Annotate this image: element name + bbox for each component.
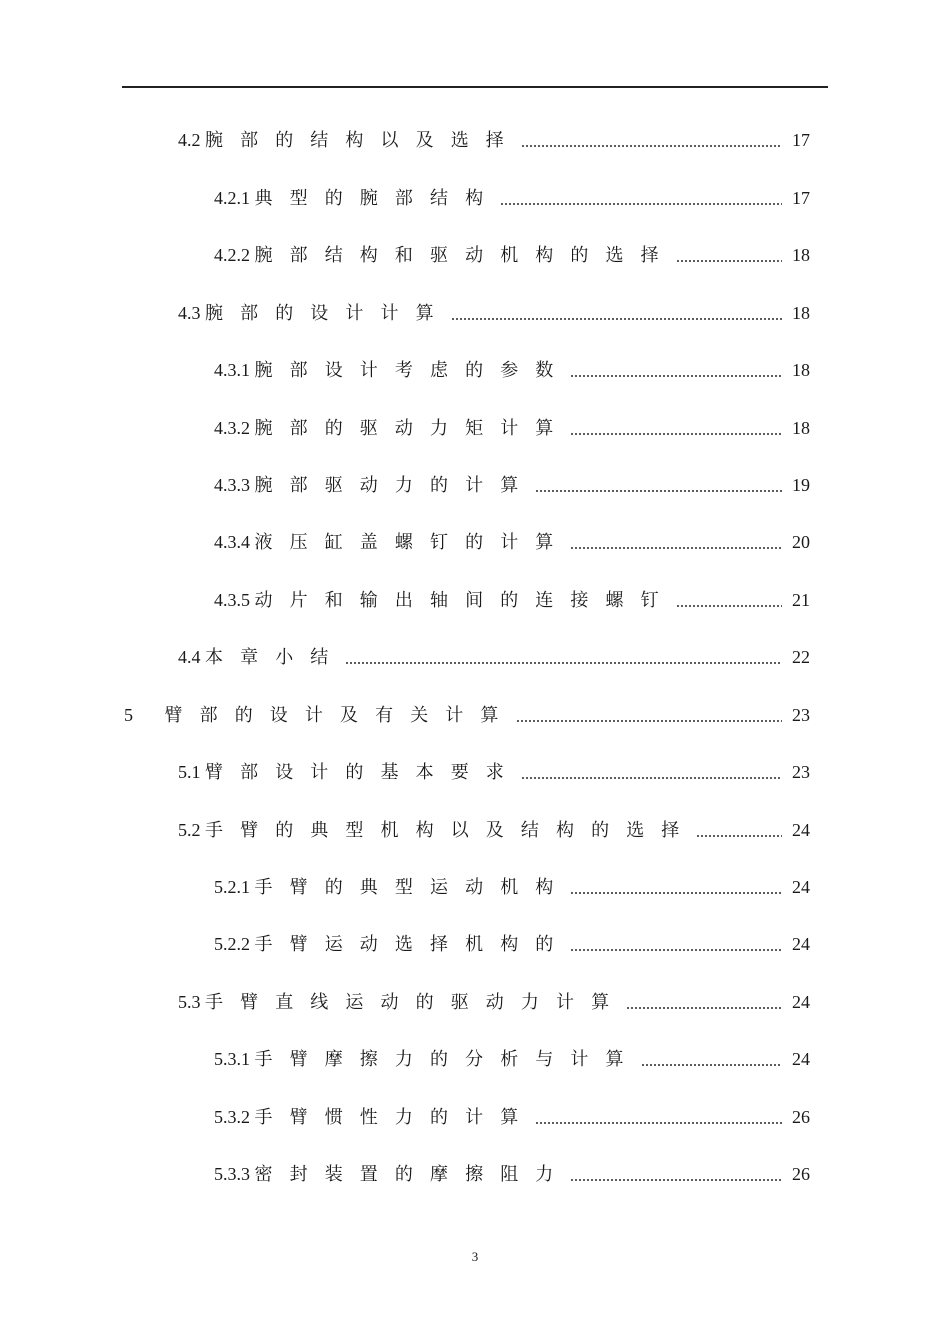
section-number: 4.3.3: [214, 475, 250, 495]
toc-entry-4-4[interactable]: [178, 642, 810, 672]
dot-leader: [676, 585, 782, 615]
section-title: 手臂摩擦力的分析与计算: [254, 1049, 641, 1069]
page-reference: 21: [792, 590, 810, 610]
page-reference: 22: [792, 647, 810, 667]
section-title: 腕部结构和驱动机构的选择: [254, 245, 676, 265]
dot-leader: [570, 413, 782, 443]
section-number: 4.3.5: [214, 590, 250, 610]
page-reference: 18: [792, 245, 810, 265]
toc-entry-4-2-1[interactable]: [214, 183, 810, 213]
page-number: 3: [471, 1249, 479, 1264]
dot-leader: [345, 642, 782, 672]
section-number: 4.3.1: [214, 360, 250, 380]
dot-leader: [570, 929, 782, 959]
chapter-title: 臂部的设计及有关计算: [164, 705, 516, 725]
section-title: 腕部的驱动力矩计算: [254, 418, 571, 438]
toc-entry-4-3[interactable]: [178, 298, 810, 328]
toc-entry-4-2-2[interactable]: [214, 240, 810, 270]
section-title: 手臂的典型机构以及结构的选择: [205, 820, 697, 840]
section-title: 本章小结: [205, 647, 346, 667]
toc-entry-5-3[interactable]: [178, 987, 810, 1017]
toc-entry-5-3-1[interactable]: [214, 1044, 810, 1074]
section-number: 4.3.4: [214, 532, 250, 552]
page-reference: 26: [792, 1107, 810, 1127]
page-reference: 18: [792, 360, 810, 380]
toc-entry-5[interactable]: [124, 700, 810, 730]
dot-leader: [570, 872, 782, 902]
section-number: 5.3.3: [214, 1164, 250, 1184]
page-reference: 24: [792, 934, 810, 954]
section-title: 腕部驱动力的计算: [254, 475, 536, 495]
section-title: 手臂直线运动的驱动力计算: [205, 992, 627, 1012]
dot-leader: [521, 125, 782, 155]
section-title: 液压缸盖螺钉的计算: [254, 532, 571, 552]
dot-leader: [570, 527, 782, 557]
toc-entry-5-2-1[interactable]: [214, 872, 810, 902]
section-number: 5.3: [178, 992, 201, 1012]
section-number: 5.2: [178, 820, 201, 840]
section-number: 4.2.2: [214, 245, 250, 265]
toc-entry-5-2[interactable]: [178, 815, 810, 845]
section-number: 4.3.2: [214, 418, 250, 438]
section-title: 腕部设计考虑的参数: [254, 360, 571, 380]
page-reference: 26: [792, 1164, 810, 1184]
dot-leader: [641, 1044, 782, 1074]
toc-entry-4-3-4[interactable]: [214, 527, 810, 557]
page-reference: 24: [792, 877, 810, 897]
dot-leader: [535, 1102, 782, 1132]
page-reference: 20: [792, 532, 810, 552]
dot-leader: [521, 757, 782, 787]
dot-leader: [516, 700, 783, 730]
toc-entry-4-3-3[interactable]: [214, 470, 810, 500]
section-number: 4.2.1: [214, 188, 250, 208]
section-number: 5.1: [178, 762, 201, 782]
section-number: 4.4: [178, 647, 201, 667]
toc-entry-5-1[interactable]: [178, 757, 810, 787]
section-number: 5.3.2: [214, 1107, 250, 1127]
toc-entry-5-3-3[interactable]: [214, 1159, 810, 1189]
page-reference: 24: [792, 1049, 810, 1069]
section-title: 腕部的设计计算: [205, 303, 451, 323]
section-title: 密封装置的摩擦阻力: [254, 1164, 571, 1184]
toc-entry-5-2-2[interactable]: [214, 929, 810, 959]
dot-leader: [570, 1159, 782, 1189]
page-reference: 17: [792, 188, 810, 208]
toc-entry-4-3-2[interactable]: [214, 413, 810, 443]
section-title: 典型的腕部结构: [254, 188, 501, 208]
section-number: 5.3.1: [214, 1049, 250, 1069]
dot-leader: [570, 355, 782, 385]
toc-entry-5-3-2[interactable]: [214, 1102, 810, 1132]
section-number: 4.2: [178, 130, 201, 150]
page-reference: 18: [792, 303, 810, 323]
page-reference: 24: [792, 820, 810, 840]
section-title: 动片和输出轴间的连接螺钉: [254, 590, 676, 610]
page-reference: 17: [792, 130, 810, 150]
dot-leader: [626, 987, 782, 1017]
section-title: 手臂惯性力的计算: [254, 1107, 536, 1127]
toc-entry-4-3-5[interactable]: [214, 585, 810, 615]
dot-leader: [535, 470, 782, 500]
chapter-number: 5: [124, 705, 133, 725]
section-title: 手臂的典型运动机构: [254, 877, 571, 897]
dot-leader: [676, 240, 782, 270]
page-reference: 24: [792, 992, 810, 1012]
section-title: 腕部的结构以及选择: [205, 130, 521, 150]
dot-leader: [696, 815, 782, 845]
page-reference: 23: [792, 762, 810, 782]
page-reference: 23: [792, 705, 810, 725]
section-number: 5.2.2: [214, 934, 250, 954]
section-title: 手臂运动选择机构的: [254, 934, 571, 954]
page-reference: 19: [792, 475, 810, 495]
dot-leader: [500, 183, 782, 213]
section-number: 4.3: [178, 303, 201, 323]
page-reference: 18: [792, 418, 810, 438]
section-title: 臂部设计的基本要求: [205, 762, 521, 782]
toc-entry-4-3-1[interactable]: [214, 355, 810, 385]
toc-entry-4-2[interactable]: [178, 125, 810, 155]
section-number: 5.2.1: [214, 877, 250, 897]
dot-leader: [451, 298, 782, 328]
